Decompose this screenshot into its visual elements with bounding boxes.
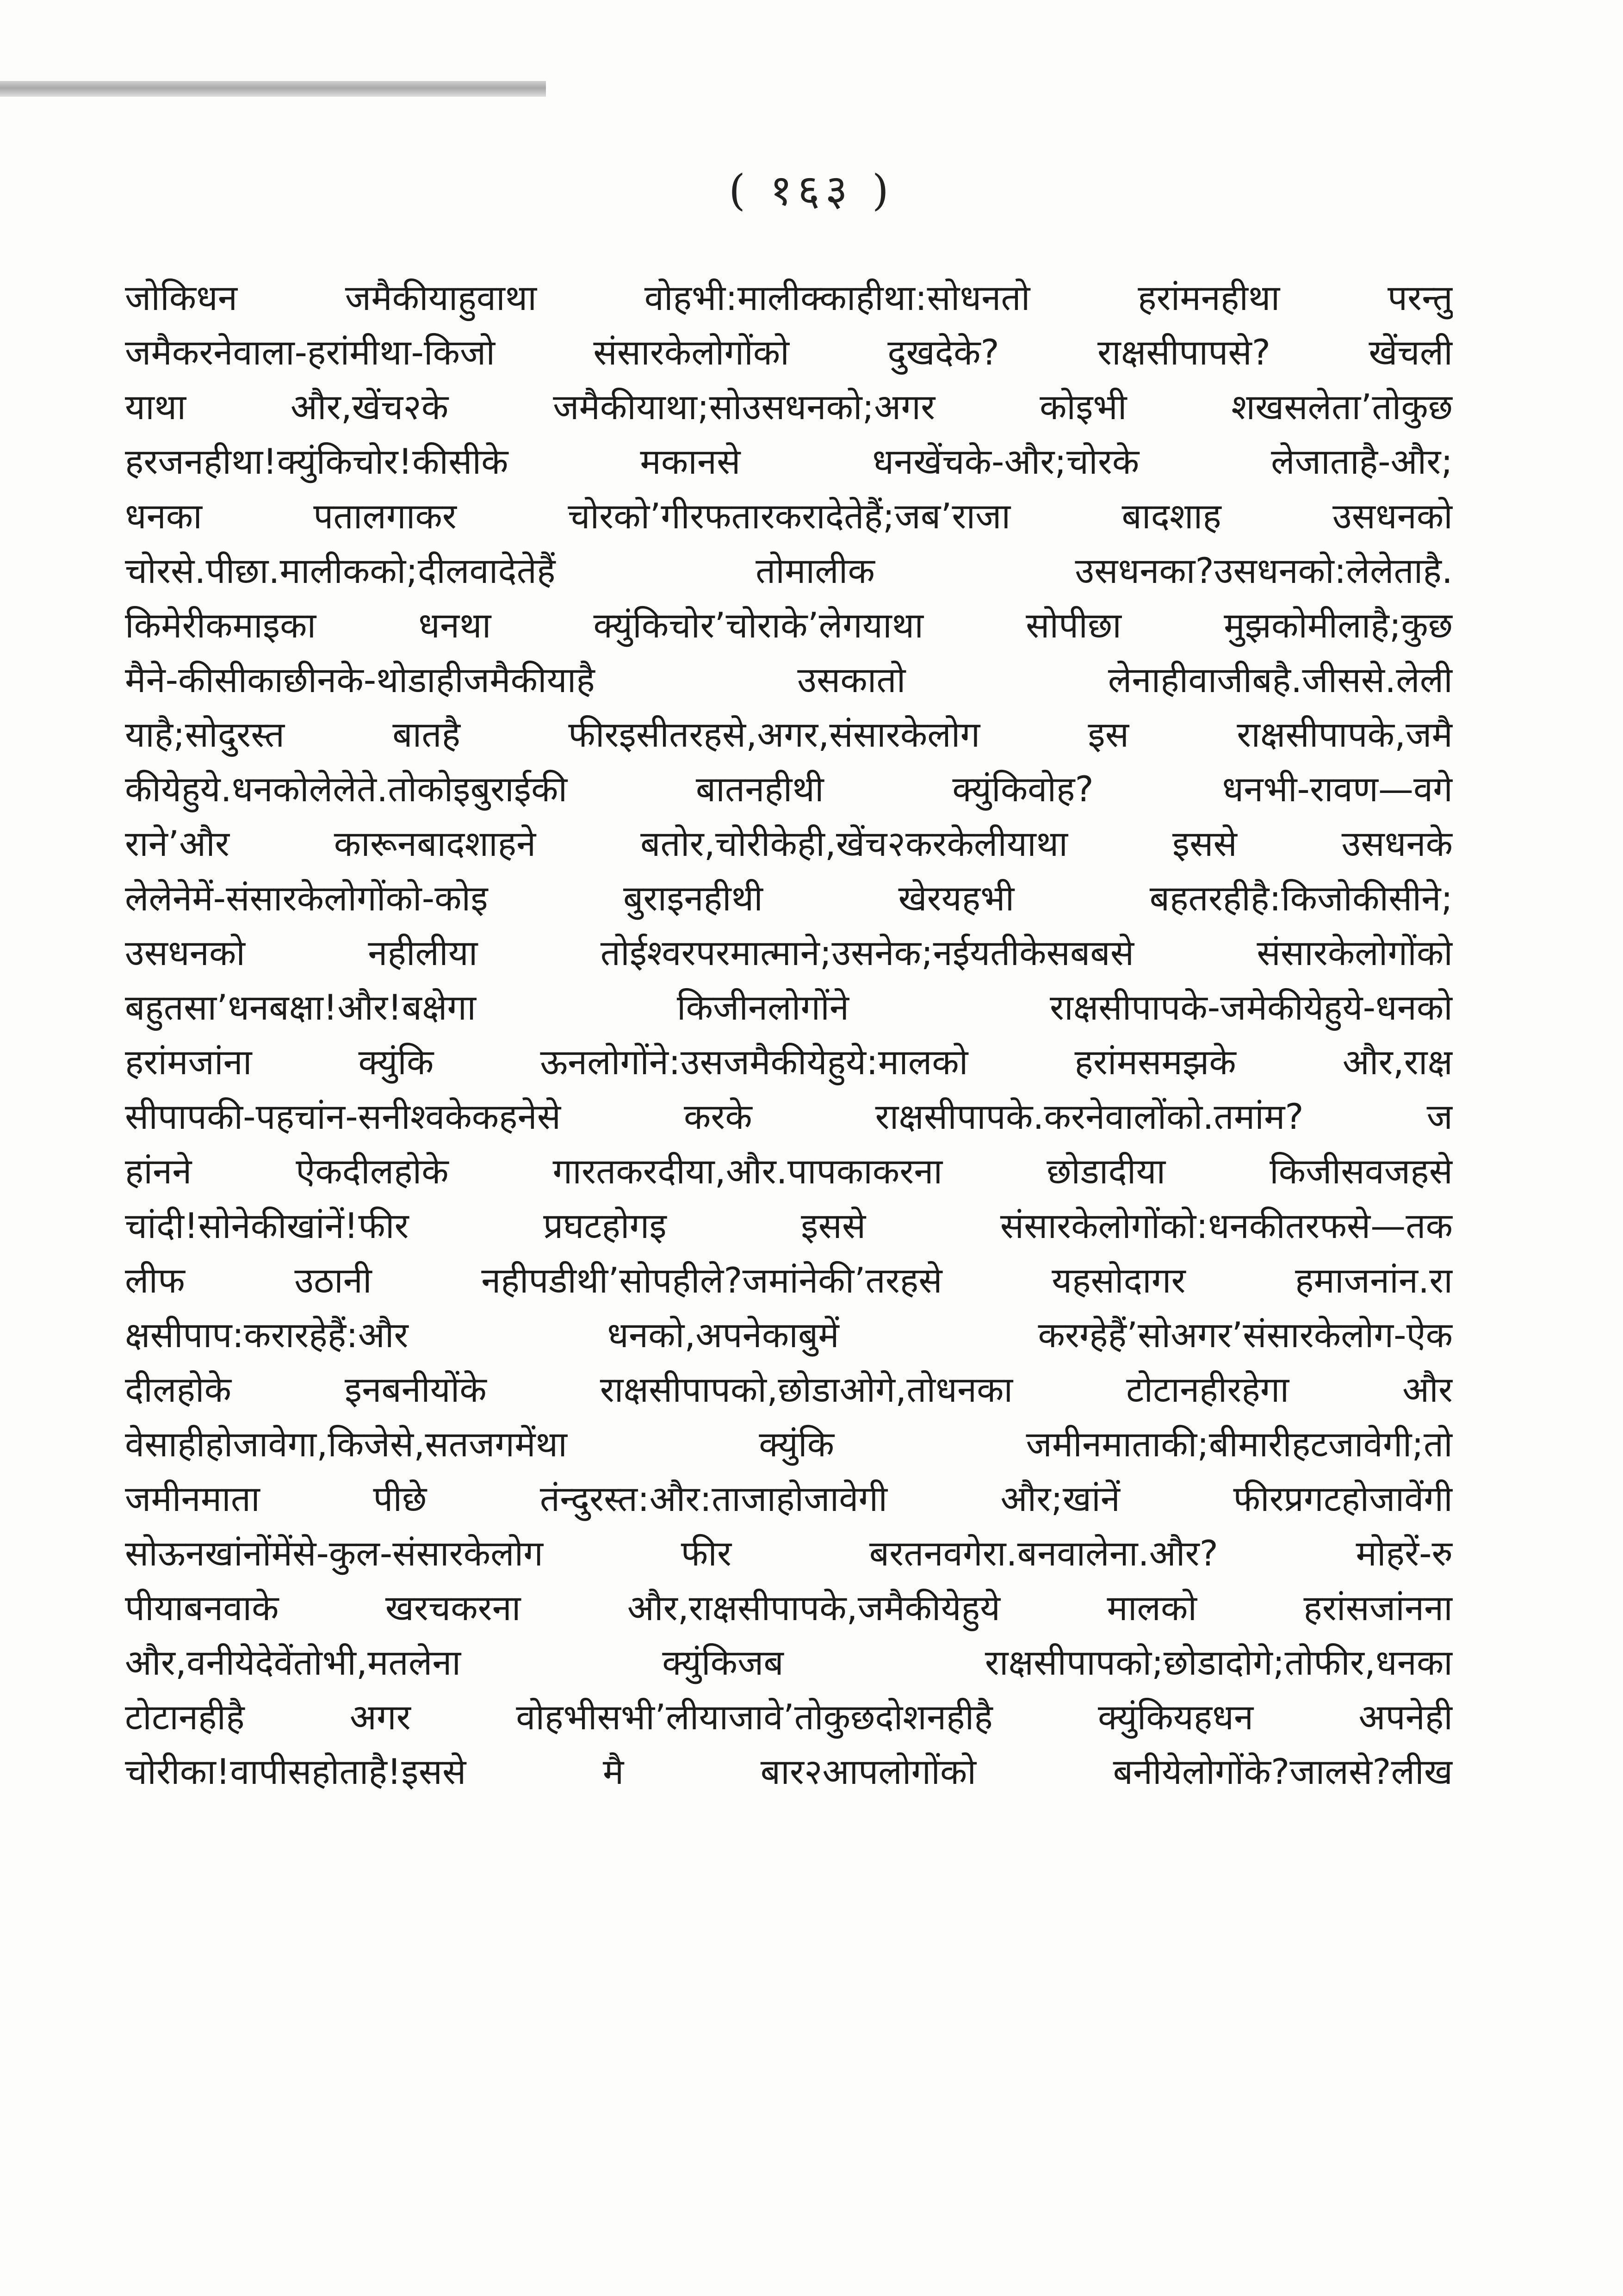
text-line: किमेरीकमाइका धनथा क्युंकिचोर’चोराके’लेगयाथा सोपीछा मुझकोमीलाहै;कुछ (125, 605, 1453, 646)
text-line: क्षसीपाप:करारहेहैं:और धनको,अपनेकाबुमें करग्हेहैं’सोअगर’संसारकेलोग-ऐक (125, 1314, 1453, 1355)
text-line: जोकिधन जमैकीयाहुवाथा वोहभी:मालीक्काहीथा:सोधनतो हरांमनहीथा परन्तु (125, 277, 1453, 318)
text-line: जमैकरनेवाला-हरांमीथा-किजो संसारकेलोगोंको दुखदेके? राक्षसीपापसे? खेंचली (125, 332, 1453, 373)
text-line: और,वनीयेदेवेंतोभी,मतलेना क्युंकिजब राक्षसीपापको;छोडादोगे;तोफीर,धनका (125, 1642, 1453, 1683)
text-line: लीफ उठानी नहीपडीथी’सोपहीले?जमांनेकी’तरहसे यहसोदागर हमाजनांन.रा (125, 1260, 1453, 1301)
text-line: बहुतसा’धनबक्षा!और!बक्षेगा किजीनलोगोंने राक्षसीपापके-जमेकीयेहुये-धनको (125, 987, 1453, 1028)
text-line: टोटानहीहै अगर वोहभीसभी’लीयाजावे’तोकुछदोशनहीहै क्युंकियहधन अपनेही (125, 1696, 1453, 1738)
text-line: चोरसे.पीछा.मालीकको;दीलवादेतेहैं तोमालीक उसधनका?उसधनको:लेलेताहै. (125, 550, 1453, 591)
text-line: हांनने ऐकदीलहोके गारतकरदीया,और.पापकाकरना छोडादीया किजीसवजहसे (125, 1151, 1453, 1192)
text-line: चांदी!सोनेकीखांनें!फीर प्रघटहोगइ इससे संसारकेलोगोंको:धनकीतरफसे—तक (125, 1205, 1453, 1246)
text-line: हरजनहीथा!क्युंकिचोर!कीसीके मकानसे धनखेंचके-और;चोरके लेजाताहै-और; (125, 441, 1453, 482)
text-line: दीलहोके इनबनीयोंके राक्षसीपापको,छोडाओगे,तोधनका टोटानहीरहेगा और (125, 1369, 1453, 1410)
text-line: वेसाहीहोजावेगा,किजेसे,सतजगमेंथा क्युंकि जमीनमाताकी;बीमारीहटजावेगी;तो (125, 1423, 1453, 1465)
text-line: जमीनमाता पीछे तंन्दुरस्त:और:ताजाहोजावेगी और;खांनें फीरप्रगटहोजावेंगी (125, 1478, 1453, 1519)
text-line: याहै;सोदुरस्त बातहै फीरइसीतरहसे,अगर,संसारकेलोग इस राक्षसीपापके,जमै (125, 714, 1453, 755)
text-line: लेलेनेमें-संसारकेलोगोंको-कोइ बुराइनहीथी खेरयहभी बहतरहीहै:किजोकीसीने; (125, 878, 1453, 919)
body-text (125, 271, 1453, 1799)
text-line: राने’और कारूनबादशाहने बतोर,चोरीकेही,खेंच२करकेलीयाथा इससे उसधनके (125, 823, 1453, 864)
text-line: धनका पतालगाकर चोरको’गीरफतारकरादेतेहैं;जब’राजा बादशाह उसधनको (125, 495, 1453, 537)
text-line: चोरीका!वापीसहोताहै!इससे मै बार२आपलोगोंको बनीयेलोगोंके?जालसे?लीख (125, 1751, 1453, 1792)
top-rule-mark (0, 81, 546, 97)
text-line: हरांमजांना क्युंकि ऊनलोगोंने:उसजमैकीयेहुये:मालको हरांमसमझके और,राक्ष (125, 1041, 1453, 1083)
text-line: उसधनको नहीलीया तोईश्वरपरमात्माने;उसनेक;नईयतीकेसबबसे संसारकेलोगोंको (125, 932, 1453, 973)
text-line: याथा और,खेंच२के जमैकीयाथा;सोउसधनको;अगर कोइभी शखसलेता’तोकुछ (125, 386, 1453, 427)
text-line: सोऊनखांनोंमेंसे-कुल-संसारकेलोग फीर बरतनवगेरा.बनवालेना.और? मोहरें-रु (125, 1533, 1453, 1574)
text-line: सीपापकी-पहचांन-सनीश्वकेकहनेसे करके राक्षसीपापके.करनेवालोंको.तमांम? ज (125, 1096, 1453, 1137)
text-line: पीयाबनवाके खरचकरना और,राक्षसीपापके,जमैकीयेहुये मालको हरांसजांनना (125, 1587, 1453, 1628)
text-line: मैने-कीसीकाछीनके-थोडाहीजमैकीयाहै उसकातो लेनाहीवाजीबहै.जीससे.लेली (125, 659, 1453, 700)
page-number: ( १६३ ) (729, 166, 894, 215)
text-line: कीयेहुये.धनकोलेलेते.तोकोइबुराईकी बातनहीथी क्युंकिवोह? धनभी-रावण—वगे (125, 768, 1453, 810)
